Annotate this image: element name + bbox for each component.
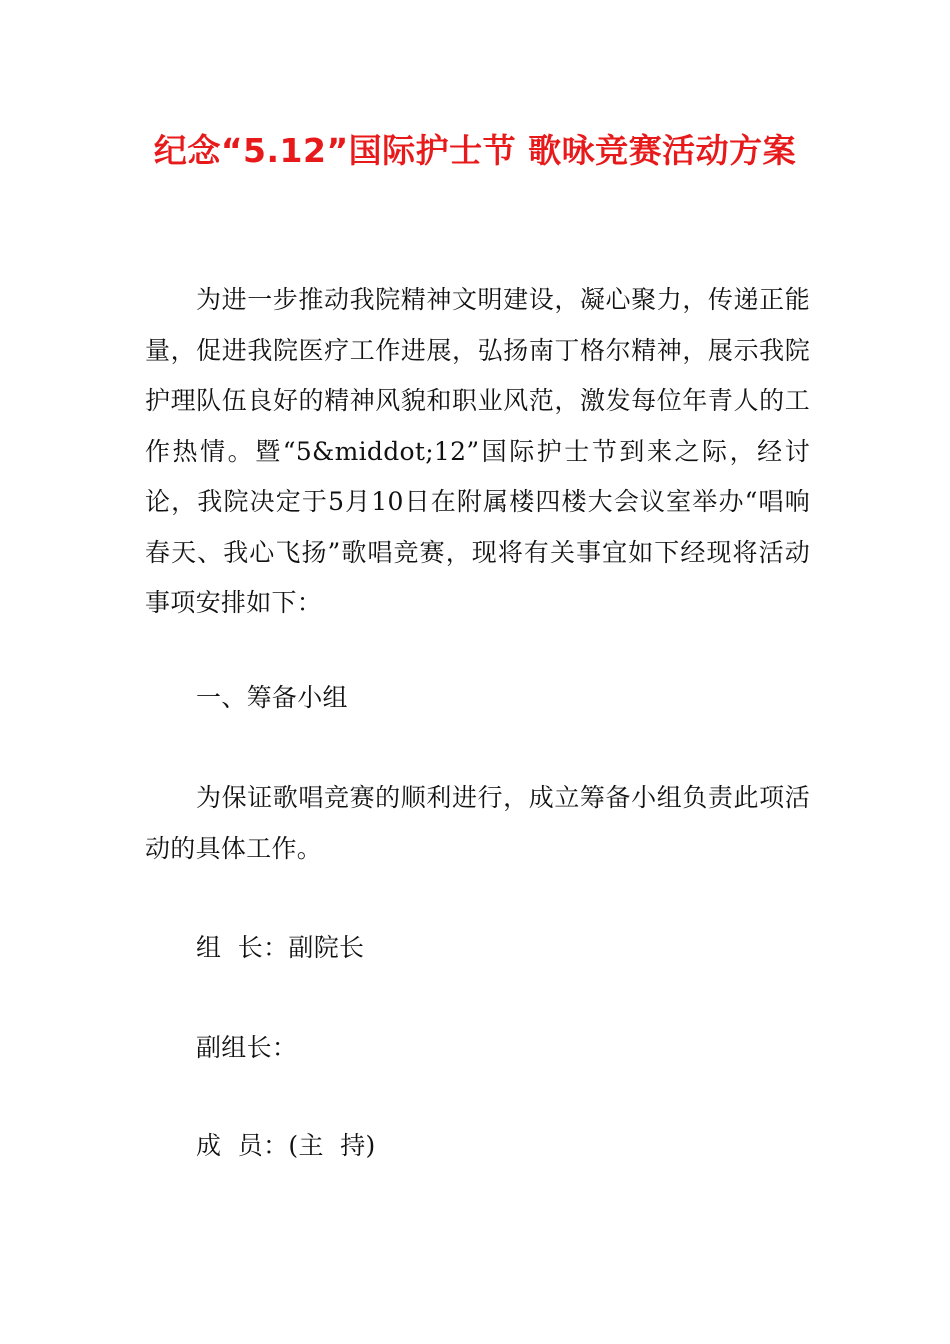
document-title: 纪念“5.12”国际护士节 歌咏竞赛活动方案 (153, 131, 797, 170)
deputy-leader-line: 副组长： (196, 1033, 298, 1062)
members-line: 成 员：(主 持) (196, 1131, 376, 1160)
section-heading-preparation-group: 一、筹备小组 (196, 683, 348, 712)
preparation-group-paragraph: 为保证歌唱竞赛的顺利进行，成立筹备小组负责此项活动的具体工作。 (145, 783, 810, 863)
group-leader-line: 组 长：副院长 (196, 933, 365, 962)
intro-paragraph: 为进一步推动我院精神文明建设，凝心聚力，传递正能量，促进我院医疗工作进展，弘扬南丁格尔精神，展示我院护理队伍良好的精神风貌和职业风范，激发每位年青人的工作热情。暨“5&middot;12”国际护士节到来之际，经讨论，我院决定于5月10日在附属楼四楼大会议室举办“唱响春天、我心飞扬”歌唱竞赛，现将有关事宜如下经现将活动事项安排如下： (145, 285, 810, 617)
